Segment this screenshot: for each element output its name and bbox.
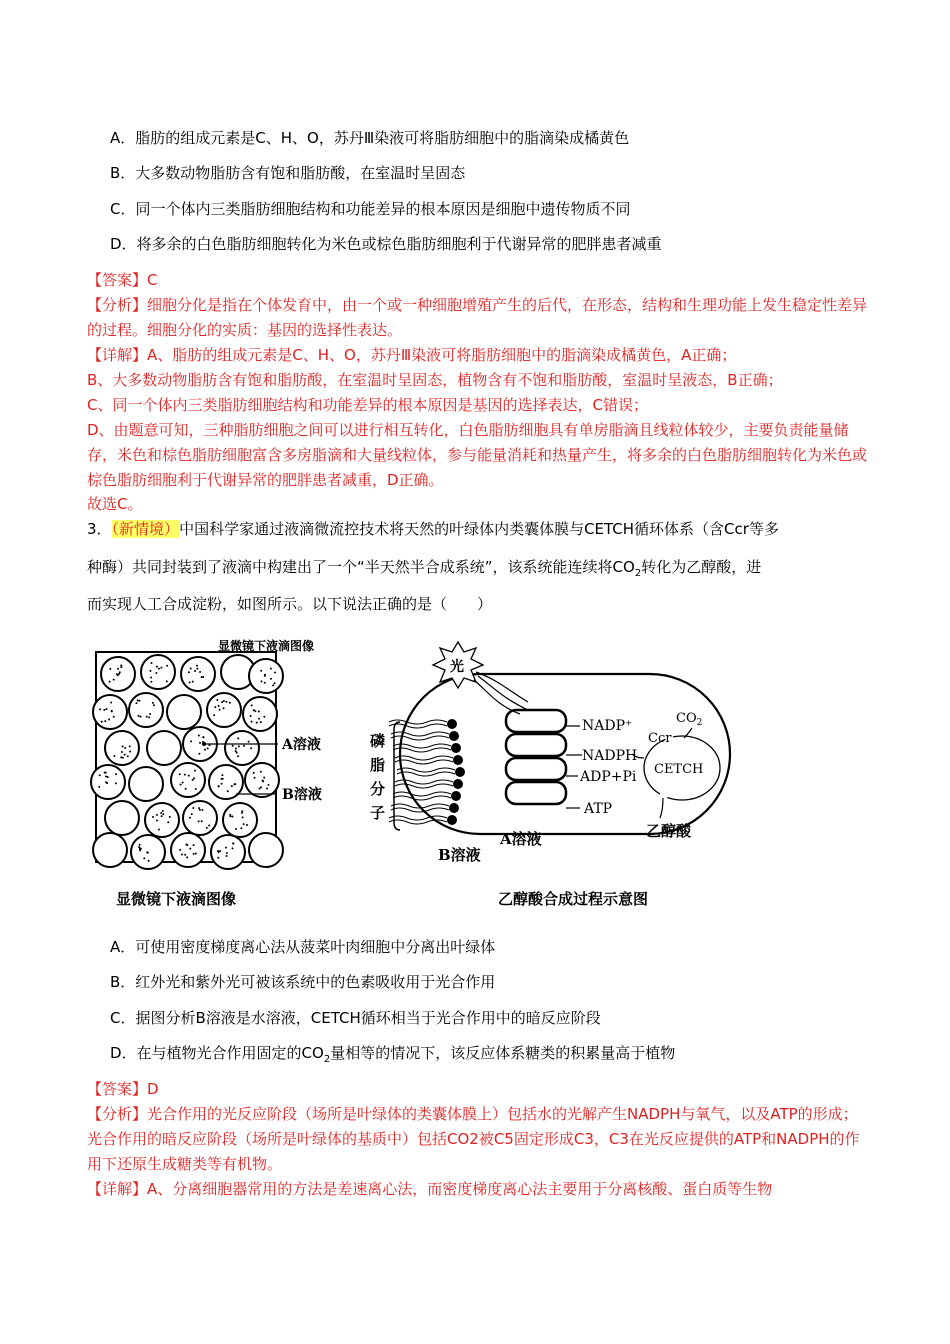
phospholipid-tail — [395, 756, 453, 760]
droplet-dot — [229, 702, 231, 704]
droplet-dot — [167, 821, 169, 823]
phospholipid-head — [447, 815, 457, 825]
droplet-dot — [241, 812, 243, 814]
phospho-char-2: 脂 — [370, 756, 386, 774]
co2-label: $CO_2$ — [676, 711, 703, 728]
droplet-dot — [193, 777, 195, 779]
droplet-dot — [162, 810, 164, 812]
q3-option-d-a: D．在与植物光合作用固定的CO — [110, 1044, 324, 1062]
droplet-dot — [250, 747, 252, 749]
droplet-dot — [235, 828, 237, 830]
droplet-dot — [149, 670, 151, 672]
q3-line1 — [87, 518, 877, 540]
right-caption: 乙醇酸合成过程示意图 — [498, 890, 649, 908]
droplet-dot — [253, 777, 255, 779]
droplet-dot — [117, 668, 119, 670]
q2-option-a: A．脂肪的组成元素是C、H、O，苏丹Ⅲ染液可将脂肪细胞中的脂滴染成橘黄色 — [110, 129, 630, 147]
phospholipid-tail — [391, 732, 449, 736]
droplet-dot — [158, 829, 160, 831]
droplet-dot — [179, 773, 181, 775]
phospholipid-layer — [389, 719, 465, 825]
droplet-dot — [120, 756, 122, 758]
droplet-dot — [116, 673, 118, 675]
droplet-dot — [266, 787, 268, 789]
light-label: 光 — [450, 659, 464, 675]
droplet-dot — [260, 680, 262, 682]
glycolic-acid-label: 乙醇酸 — [646, 822, 692, 840]
q3-text-2sub: 2 — [634, 568, 642, 579]
droplet — [207, 693, 241, 727]
droplet-dot — [219, 709, 221, 711]
droplet-dot — [184, 854, 186, 856]
droplet-dot — [229, 814, 231, 816]
droplet-dot — [155, 672, 157, 674]
droplet-dot — [138, 715, 140, 717]
q3-option-c: C．据图分析B溶液是水溶液，CETCH循环相当于光合作用中的暗反应阶段 — [110, 1009, 601, 1027]
droplet-dot — [169, 816, 171, 818]
droplet-dot — [122, 745, 124, 747]
droplet — [105, 801, 139, 835]
droplet-dot — [274, 671, 276, 673]
q3-option-b: B．红外光和紫外光可被该系统中的色素吸收用于光合作用 — [110, 973, 496, 991]
droplet — [223, 803, 257, 837]
droplet-dot — [242, 816, 244, 818]
droplet-dot — [143, 857, 145, 859]
droplet-dot — [231, 785, 233, 787]
droplet-dot — [105, 772, 107, 774]
droplet-dot — [264, 682, 266, 684]
phospholipid-tail — [391, 736, 449, 740]
droplet-dot — [254, 710, 256, 712]
droplet-dot — [231, 847, 233, 849]
left-caption: 显微镜下液滴图像 — [116, 890, 237, 908]
phospholipid-tail — [389, 724, 447, 728]
droplet-dot — [148, 716, 150, 718]
q3-answer: 【答案】D — [87, 1080, 159, 1098]
droplet-dot — [201, 809, 203, 811]
droplet-dot — [240, 827, 242, 829]
droplet-dot — [268, 784, 270, 786]
droplet — [141, 655, 175, 689]
phospholipid-tail — [393, 744, 451, 748]
phospholipid-tail — [389, 816, 447, 820]
phospholipid-tail — [393, 796, 451, 800]
droplet-dot — [113, 716, 115, 718]
droplet-dot — [260, 670, 262, 672]
droplet-dot — [237, 755, 239, 757]
droplet-dot — [214, 706, 216, 708]
q2-option-d: D．将多余的白色脂肪细胞转化为米色或棕色脂肪细胞利于代谢异常的肥胖患者减重 — [110, 235, 662, 253]
droplet-dot — [138, 700, 140, 702]
droplet-dot — [156, 819, 158, 821]
droplet — [105, 731, 139, 765]
droplet-dot — [225, 701, 227, 703]
droplet-dot — [193, 853, 195, 855]
droplet-dot — [235, 748, 237, 750]
droplet-dot — [156, 666, 158, 668]
droplet-dot — [158, 668, 160, 670]
droplet-dot — [193, 844, 195, 846]
droplet — [171, 833, 205, 867]
droplet-dot — [185, 843, 187, 845]
droplet-dot — [234, 783, 236, 785]
droplet-dot — [204, 749, 206, 751]
atp-label: ATP — [584, 801, 613, 817]
droplet-dot — [152, 702, 154, 704]
q3-tag: （新情境） — [111, 520, 180, 538]
droplet-dot — [198, 753, 200, 755]
droplet-dot — [106, 782, 108, 784]
droplet-dot — [262, 780, 264, 782]
droplet-dot — [263, 777, 265, 779]
droplet-dot — [238, 745, 240, 747]
q2-answer: 【答案】C — [87, 271, 158, 289]
droplet-dot — [149, 713, 151, 715]
droplet-dot — [166, 680, 168, 682]
q3-number: 3． — [87, 520, 112, 538]
q2-detail-d: D、由题意可知，三种脂肪细胞之间可以进行相互转化，白色脂肪细胞具有单房脂滴且线粒体较少，主要负责能量储存，米色和棕色脂肪细胞富含多房脂滴和大量线粒体，参与能量消耗和热量产生，将多余的白色脂肪细胞转化为米色或棕色脂肪细胞利于代谢异常的肥胖患者减重，D正确。 — [87, 421, 868, 489]
q3-analysis: 【分析】光合作用的光反应阶段（场所是叶绿体的类囊体膜上）包括水的光解产生NADPH与氧气，以及ATP的形成；光合作用的暗反应阶段（场所是叶绿体的基质中）包括CO2被C5固定形成C3，C3在光反应提供的ATP和NADPH的作用下还原生成糖类等有机物。 — [87, 1105, 860, 1173]
droplet-dot — [190, 740, 192, 742]
droplet-dot — [216, 699, 218, 701]
droplet-dot — [115, 773, 117, 775]
q3-line3: 而实现人工合成淀粉，如图所示。以下说法正确的是（ ） — [87, 595, 493, 613]
q2-option-c: C．同一个体内三类脂肪细胞结构和功能差异的根本原因是细胞中遗传物质不同 — [110, 200, 631, 218]
droplet — [211, 835, 245, 869]
droplet-dot — [246, 824, 248, 826]
phospholipid-tail — [393, 792, 451, 796]
left-label-a: A溶液 — [282, 737, 321, 753]
nadp-label: NADP⁺ — [582, 718, 633, 734]
q3-text-2a: 种酶）共同封装到了液滴中构建出了一个“半天然半合成系统”，该系统能连续将CO — [87, 558, 635, 576]
droplet-dot — [237, 737, 239, 739]
q2-detail-c: C、同一个体内三类脂肪细胞结构和功能差异的根本原因是基因的选择表达，C错误； — [87, 396, 648, 414]
ccr-label: Ccr — [648, 731, 672, 746]
droplet-dot — [274, 682, 276, 684]
droplet-dot — [232, 843, 234, 845]
phospholipid-bracket — [394, 722, 400, 830]
droplet-dot — [194, 670, 196, 672]
droplet-dot — [199, 671, 201, 673]
droplet-dot — [218, 705, 220, 707]
droplet-dot — [122, 757, 124, 759]
droplet-dot — [118, 673, 120, 675]
droplet-dot — [196, 668, 198, 670]
droplet-dot — [270, 678, 272, 680]
droplet-dot — [103, 709, 105, 711]
droplet — [167, 695, 201, 729]
droplet-dot — [221, 783, 223, 785]
label-a-dot — [202, 742, 206, 746]
droplet-dot — [272, 684, 274, 686]
phospho-char-1: 磷 — [370, 732, 386, 750]
droplet-dot — [184, 774, 186, 776]
droplet-dot — [150, 676, 152, 678]
droplet-dot — [140, 716, 142, 718]
q3-option-d-b: 量相等的情况下，该反应体系糖类的积累量高于植物 — [330, 1044, 676, 1062]
droplet-dot — [263, 716, 265, 718]
droplet-dot — [195, 852, 197, 854]
droplet-dot — [260, 771, 262, 773]
droplet-dot — [221, 774, 223, 776]
phospholipid-tail — [393, 748, 451, 752]
phospholipid-tail — [397, 772, 455, 776]
droplet-dot — [195, 788, 197, 790]
droplet-dot — [256, 722, 258, 724]
phospholipid-head — [453, 755, 463, 765]
droplet-dot — [196, 665, 198, 667]
droplet-dot — [104, 720, 106, 722]
droplet-dot — [150, 681, 152, 683]
droplet-dot — [198, 820, 200, 822]
droplet-dot — [208, 824, 210, 826]
q3-text-2b: 转化为乙醇酸，进 — [641, 558, 762, 576]
phospho-char-3: 分 — [370, 780, 386, 798]
phospholipid-tail — [395, 784, 453, 788]
droplet-dot — [108, 718, 110, 720]
droplet-dot — [221, 701, 223, 703]
droplet-dot — [153, 704, 155, 706]
droplet-dot — [105, 775, 107, 777]
q2-conclusion: 故选C。 — [87, 495, 143, 513]
droplet — [225, 731, 259, 765]
droplet-dot — [231, 816, 233, 818]
droplet-dot — [156, 814, 158, 816]
droplet-dot — [113, 755, 115, 757]
droplet-dot — [250, 715, 252, 717]
droplet-dot — [139, 849, 141, 851]
droplet-dot — [113, 679, 115, 681]
droplet-dot — [258, 718, 260, 720]
droplet — [243, 697, 277, 731]
droplet-dot — [232, 745, 234, 747]
q3-detail: 【详解】A、分离细胞器常用的方法是差速离心法，而密度梯度离心法主要用于分离核酸、蛋白质等生物 — [87, 1180, 773, 1198]
q3-option-d-sub: 2 — [323, 1054, 331, 1065]
droplet-dot — [152, 816, 154, 818]
droplet-dot — [260, 721, 262, 723]
droplet-dot — [101, 721, 103, 723]
droplet-dot — [182, 782, 184, 784]
droplet-dot — [191, 813, 193, 815]
droplet-dot — [190, 667, 192, 669]
droplet-dot — [243, 823, 245, 825]
droplet-dot — [201, 676, 203, 678]
phospholipid-head — [447, 719, 457, 729]
phospho-char-4: 子 — [370, 804, 386, 822]
droplet-dot — [186, 856, 188, 858]
phospholipid-tail — [391, 808, 449, 812]
q2-analysis: 【分析】细胞分化是指在个体发育中，由一个或一种细胞增殖产生的后代，在形态，结构和生理功能上发生稳定性差异的过程。细胞分化的实质：基因的选择性表达。 — [87, 296, 868, 339]
droplet-dot — [139, 844, 141, 846]
q2-option-b: B．大多数动物脂肪含有饱和脂肪酸，在室温时呈固态 — [110, 164, 466, 182]
droplet-dot — [111, 710, 113, 712]
droplet-dot — [217, 857, 219, 859]
droplet-dot — [226, 852, 228, 854]
droplet-dot — [146, 716, 148, 718]
droplet-dot — [248, 741, 250, 743]
droplet — [171, 763, 205, 797]
droplet-dot — [203, 736, 205, 738]
droplet — [129, 693, 163, 727]
droplet-dot — [188, 775, 190, 777]
droplet-dot — [179, 849, 181, 851]
droplet-dot — [218, 851, 220, 853]
droplet-dot — [99, 708, 101, 710]
droplet-dot — [253, 772, 255, 774]
droplet-dot — [199, 809, 201, 811]
droplet-dot — [185, 788, 187, 790]
q3-line2 — [87, 556, 877, 585]
droplet — [91, 765, 125, 799]
droplet-dot — [151, 662, 153, 664]
b-solution-label: B溶液 — [438, 846, 481, 864]
droplet-dot — [99, 774, 101, 776]
droplet-dot — [110, 701, 112, 703]
phospholipid-head — [449, 803, 459, 813]
droplet-dot — [227, 790, 229, 792]
droplet-dot — [225, 847, 227, 849]
phospholipid-head — [451, 791, 461, 801]
q2-detail-b: B、大多数动物脂肪含有饱和脂肪酸，在室温时呈固态，植物含有不饱和脂肪酸，室温时呈液态，B正确； — [87, 371, 783, 389]
droplet-dot — [161, 815, 163, 817]
droplet-dot — [253, 709, 255, 711]
droplet-dot — [120, 666, 122, 668]
droplet-dot — [199, 742, 201, 744]
droplet — [181, 657, 215, 691]
droplet-dot — [198, 807, 200, 809]
droplet-dot — [251, 721, 253, 723]
nadph-label: NADPH — [582, 748, 638, 764]
droplet-dot — [160, 812, 162, 814]
figure — [88, 630, 788, 915]
droplet-dot — [115, 782, 117, 784]
droplet-dot — [206, 827, 208, 829]
droplet-dot — [218, 785, 220, 787]
droplet-dot — [201, 820, 203, 822]
droplet-dot — [251, 704, 253, 706]
phospholipid-head — [451, 743, 461, 753]
droplet-dot — [124, 754, 126, 756]
droplet-grid — [91, 655, 283, 869]
phospholipid-tail — [395, 760, 453, 764]
adp-label: ADP+Pi — [580, 769, 637, 785]
droplet-dot — [121, 751, 123, 753]
droplet-dot — [160, 667, 162, 669]
droplet-dot — [258, 711, 260, 713]
droplet-dot — [192, 779, 194, 781]
droplet-dot — [189, 848, 191, 850]
droplet-dot — [109, 668, 111, 670]
droplet-dot — [192, 681, 194, 683]
droplet — [249, 659, 283, 693]
droplet-dot — [146, 851, 148, 853]
phospholipid-head — [449, 731, 459, 741]
droplet-dot — [188, 671, 190, 673]
droplet-dot — [260, 786, 262, 788]
droplet-dot — [127, 755, 129, 757]
droplet — [145, 803, 179, 837]
droplet-dot — [162, 813, 164, 815]
thylakoid-stack — [506, 710, 566, 804]
droplet-dot — [180, 784, 182, 786]
droplet-dot — [189, 682, 191, 684]
q2-detail-a: 【详解】A、脂肪的组成元素是C、H、O，苏丹Ⅲ染液可将脂肪细胞中的脂滴染成橘黄色，A正确； — [87, 346, 737, 364]
a-solution-label: A溶液 — [500, 830, 542, 848]
droplet-dot — [222, 778, 224, 780]
droplet-dot — [270, 668, 272, 670]
droplet — [249, 833, 283, 867]
droplet-dot — [243, 745, 245, 747]
droplet-dot — [223, 707, 225, 709]
droplet — [129, 767, 163, 801]
droplet-dot — [223, 700, 225, 702]
droplet-dot — [226, 855, 228, 857]
droplet-dot — [129, 745, 131, 747]
q3-option-d — [110, 1043, 675, 1070]
droplet — [183, 801, 217, 835]
q3-option-a: A．可使用密度梯度离心法从菠菜叶肉细胞中分离出叶绿体 — [110, 938, 496, 956]
droplet-dot — [194, 770, 196, 772]
droplet-dot — [213, 714, 215, 716]
left-label-b: B溶液 — [282, 787, 322, 803]
droplet-dot — [148, 860, 150, 862]
droplet-dot — [137, 699, 139, 701]
droplet-dot — [207, 747, 209, 749]
phospholipid-head — [455, 767, 465, 777]
droplet — [93, 695, 127, 729]
droplet — [101, 657, 135, 691]
cetch-label: CETCH — [654, 762, 704, 777]
droplet — [147, 731, 181, 765]
droplet-dot — [135, 702, 137, 704]
droplet-dot — [166, 665, 168, 667]
droplet — [93, 833, 127, 867]
droplet-dot — [124, 747, 126, 749]
phospholipid-tail — [397, 768, 455, 772]
droplet-dot — [264, 674, 266, 676]
q3-text-1: 中国科学家通过液滴微流控技术将天然的叶绿体内类囊体膜与CETCH循环体系（含Ccr等多 — [179, 520, 779, 538]
left-top-title: 显微镜下液滴图像 — [218, 639, 315, 653]
droplet-dot — [198, 735, 200, 737]
droplet-dot — [189, 817, 191, 819]
droplet-dot — [192, 807, 194, 809]
droplet-dot — [139, 848, 141, 850]
droplet-dot — [129, 751, 131, 753]
droplet-dot — [105, 708, 107, 710]
phospholipid-head — [453, 779, 463, 789]
droplet-dot — [98, 786, 100, 788]
droplet-dot — [181, 854, 183, 856]
droplet-dot — [236, 752, 238, 754]
droplet-dot — [109, 681, 111, 683]
